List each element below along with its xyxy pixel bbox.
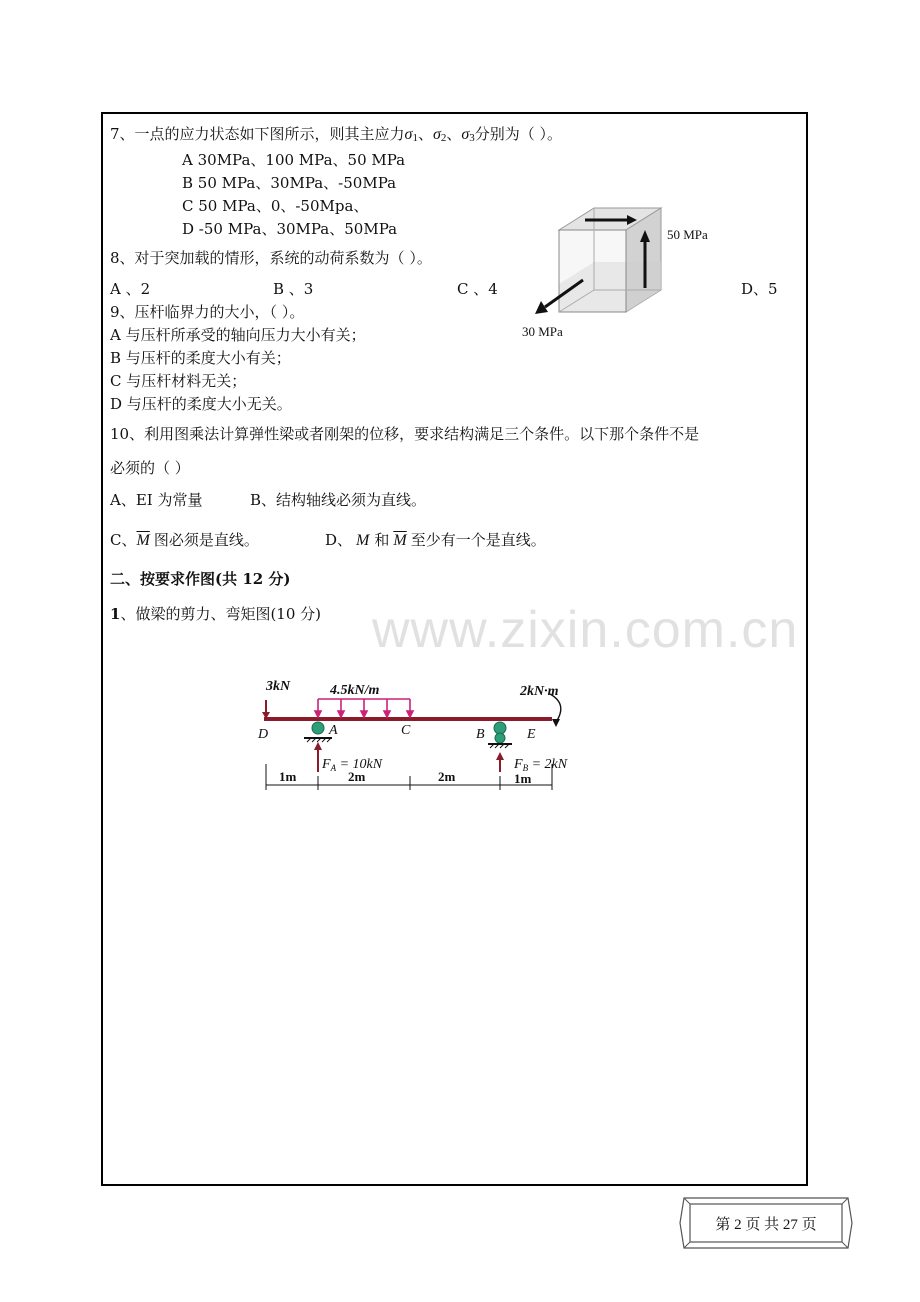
support-a (312, 722, 324, 734)
beam (264, 717, 552, 721)
sep-1: 、 (417, 125, 433, 143)
q8-option-d: D、5 (741, 280, 778, 298)
label-50mpa: 50 MPa (667, 227, 708, 242)
q7-option-c: C 50 MPa、0、-50Mpa、 (182, 197, 369, 215)
point-e: E (527, 727, 536, 742)
cube-front-face (559, 230, 626, 312)
page-counter (676, 1196, 856, 1250)
q7-option-b: B 50 MPa、30MPa、-50MPa (182, 174, 397, 192)
q9-option-b: B 与压杆的柔度大小有关； (110, 349, 291, 367)
moment-arc-head (552, 719, 560, 727)
m-bar-symbol: $\overline{M}$ (136, 532, 150, 549)
q10-stem-line1: 10、利用图乘法计算弹性梁或者刚架的位移，要求结构满足三个条件。以下那个条件不是 (110, 425, 700, 443)
sep-2: 、 (446, 125, 462, 143)
section2-heading: 二、按要求作图(共 12 分) (110, 570, 291, 588)
q7-stem-text: 7、一点的应力状态如下图所示，则其主应力 (110, 125, 405, 143)
q10-option-c (110, 530, 259, 551)
q9-option-a: A 与压杆所承受的轴向压力大小有关； (110, 326, 366, 344)
m-symbol: M (356, 532, 370, 549)
q9-option-c: C 与压杆材料无关； (110, 372, 247, 390)
reaction-a-label: $F_A = 10kN$ (322, 757, 383, 773)
q10-c-prefix: C、 (110, 531, 137, 549)
support-b (494, 722, 506, 734)
dist-load-arrows (315, 699, 413, 717)
label-30mpa: 30 MPa (522, 324, 563, 339)
q8-stem: 8、对于突加载的情形，系统的动荷系数为（ ）。 (110, 249, 432, 267)
dim-3: 2m (438, 769, 456, 784)
section2-q1 (110, 604, 321, 624)
q10-c-suffix: 图必须是直线。 (153, 531, 259, 549)
dimension-ticks (266, 764, 552, 790)
q10-d-suffix: 至少有一个是直线。 (410, 531, 546, 549)
q9-option-d: D 与压杆的柔度大小无关。 (110, 395, 292, 413)
point-b: B (476, 727, 485, 742)
dim-4: 1m (514, 771, 532, 786)
q7-stem (110, 124, 562, 148)
q10-option-d (325, 530, 546, 551)
stress-cube-figure (515, 200, 725, 350)
moment-label: 2kN·m (520, 684, 559, 699)
m-bar-symbol-2: $\overline{M}$ (393, 532, 407, 549)
dim-2: 2m (348, 769, 366, 784)
point-d: D (258, 727, 269, 742)
support-b-roller (495, 733, 505, 743)
reaction-b-label: $F_B = 2kN$ (514, 757, 568, 773)
q9-stem: 9、压杆临界力的大小，（ ）。 (110, 303, 305, 321)
load-3kn-label: 3kN (266, 679, 291, 694)
point-c: C (401, 723, 411, 738)
reaction-b-head (496, 752, 504, 760)
q8-option-a: A 、2 (110, 280, 151, 298)
q10-option-b: B、结构轴线必须为直线。 (250, 491, 427, 509)
q8-option-b: B 、3 (273, 280, 314, 298)
page-counter-text: 第 2 页 共 27 页 (715, 1217, 817, 1233)
dim-1: 1m (279, 769, 297, 784)
beam-figure (250, 672, 610, 797)
point-a: A (329, 723, 338, 738)
q1-number: 1 (110, 605, 121, 623)
sigma-2: σ2 (432, 126, 447, 144)
sigma-3: σ3 (461, 126, 475, 144)
reaction-a-head (314, 742, 322, 750)
dist-load-label: 4.5kN/m (330, 683, 380, 698)
q7-stem-end: 分别为（ ）。 (474, 125, 563, 143)
q10-d-mid: 和 (374, 531, 390, 549)
q7-option-a: A 30MPa、100 MPa、50 MPa (182, 151, 406, 169)
q1-text: 、做梁的剪力、弯矩图(10 分) (120, 605, 321, 623)
sigma-1: σ1 (404, 126, 418, 144)
q8-option-c: C 、4 (457, 280, 498, 298)
watermark: www.zixin.com.cn (372, 601, 799, 659)
q10-option-a: A、EI 为常量 (110, 491, 203, 509)
q10-d-prefix: D、 (325, 531, 353, 549)
q10-stem-line2: 必须的（ ） (110, 459, 190, 477)
q7-option-d: D -50 MPa、30MPa、50MPa (182, 220, 398, 238)
